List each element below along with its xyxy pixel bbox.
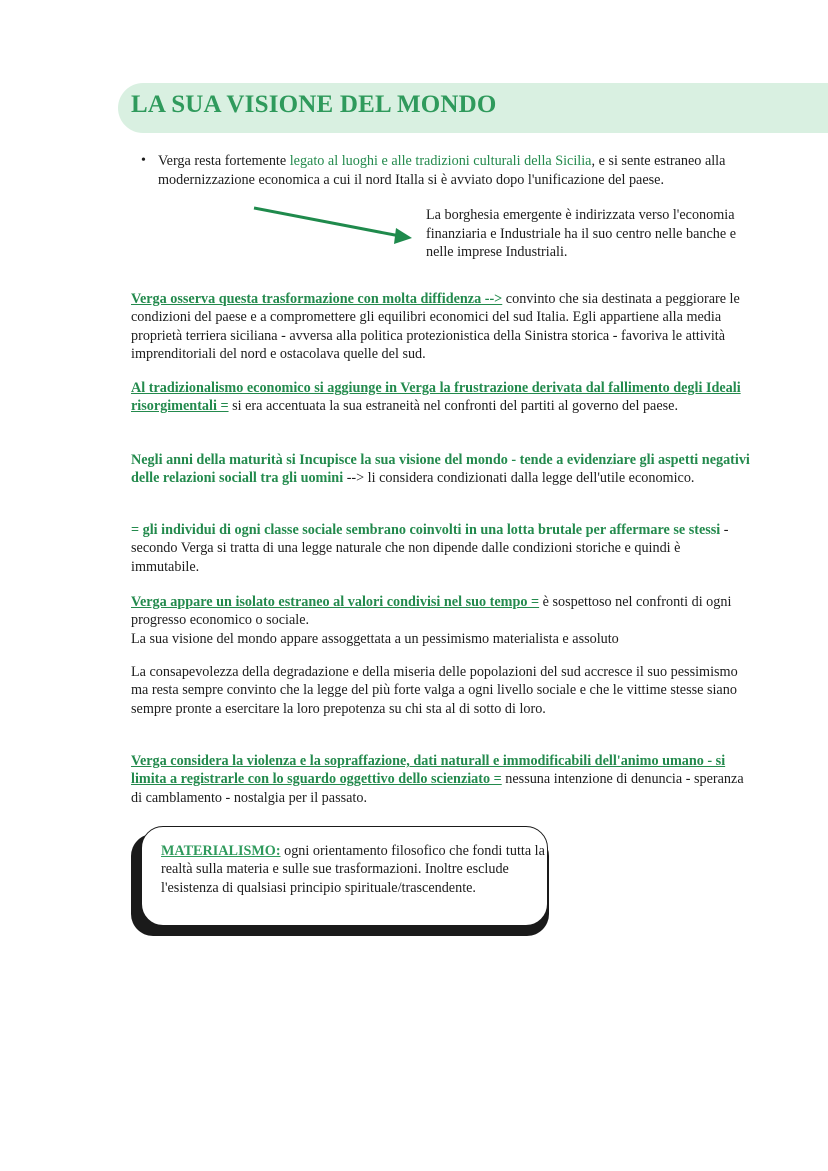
paragraph-7 [131, 752, 751, 807]
paragraph-3 [131, 451, 751, 488]
definition-term: MATERIALISMO: [161, 843, 281, 859]
p4-highlight: = gli individui di ogni classe sociale sembrano coinvolti in una lotta brutale per affermare se stessi [131, 522, 721, 538]
p7-text: nessuna intenzione di denuncia - speranza di camblamento - nostalgia per il passato. [131, 771, 744, 806]
p5-highlight: Verga appare un isolato estraneo al valori condivisi nel suo tempo = [131, 594, 540, 610]
side-note: La borghesia emergente è indirizzata verso l'economia finanziaria e Industriale ha il suo centro nelle banche e nelle imprese Industriali. [426, 207, 737, 260]
paragraph-5 [131, 593, 751, 648]
bullet-text-b: , e si sente estraneo alla modernizzazione economica a cui il nord Italla si è avviato dopo l'unificazione del paese. [158, 153, 726, 188]
paragraph-6 [131, 663, 751, 718]
definition-body: ogni orientamento filosofico che fondi tutta la realtà sulla materia e sulle sue trasformazioni. Inoltre esclude l'esistenza di qualsiasi principio spirituale/trascendente. [161, 843, 545, 896]
p6-text: La consapevolezza della degradazione e della miseria delle popolazioni del sud accresce il suo pessimismo ma resta sempre convinto che la legge del più forte valga a ogni livello sociale e che le vittime stesse siano sempre pronte a esercitare la loro prepotenza su chi sta al di sotto di loro. [131, 664, 738, 717]
p3-text: --> li considera condizionati dalla legge dell'utile economico. [343, 470, 695, 487]
p3-highlight: Negli anni della maturità si Incupisce la sua visione del mondo - tende a evidenziare gli aspetti negativi delle relazioni sociall tra gli uomini [131, 452, 750, 487]
bullet-text-a: Verga resta fortemente [158, 153, 290, 169]
definition-text [161, 842, 546, 897]
p7-highlight: Verga considera la violenza e la sopraffazione, dati naturall e immodificabili dell'animo umano - si limita a registrarle con lo sguardo oggettivo dello scienziato = [131, 753, 726, 788]
p4-text: - secondo Verga si tratta di una legge naturale che non dipende dalle condizioni storiche e quindi è immutabile. [131, 522, 729, 575]
p5-line2: La sua visione del mondo appare assoggettata a un pessimismo materialista e assoluto [131, 630, 619, 647]
p1-text: convinto che sia destinata a peggiorare le condizioni del paese e a compromettere gli equilibri economici del sud Italia. Egli appartiene alla media proprietà terriera siciliana - avversa alla politica protezionistica della Sinistra storica - favoriva le attività imprenditoriali del nord e ostacolava quelle del sud. [131, 291, 740, 362]
paragraph-2 [131, 379, 751, 416]
p2-highlight: Al tradizionalismo economico si aggiunge in Verga la frustrazione derivata dal fallimento degli Ideali risorgimentali = [131, 380, 741, 415]
paragraph-1 [131, 290, 751, 363]
p5-text: è sospettoso nel confronti di ogni progresso economico o sociale. [131, 594, 732, 629]
p2-text: si era accentuata la sua estraneità nel confronti del partiti al governo del paese. [228, 398, 678, 415]
p1-highlight: Verga osserva questa trasformazione con molta diffidenza --> [131, 291, 503, 307]
paragraph-4 [131, 521, 751, 576]
bullet-dot: • [141, 153, 146, 168]
page-title: LA SUA VISIONE DEL MONDO [131, 91, 497, 118]
bullet-highlight: legato al luoghi e alle tradizioni culturali della Sicilia [289, 153, 592, 169]
